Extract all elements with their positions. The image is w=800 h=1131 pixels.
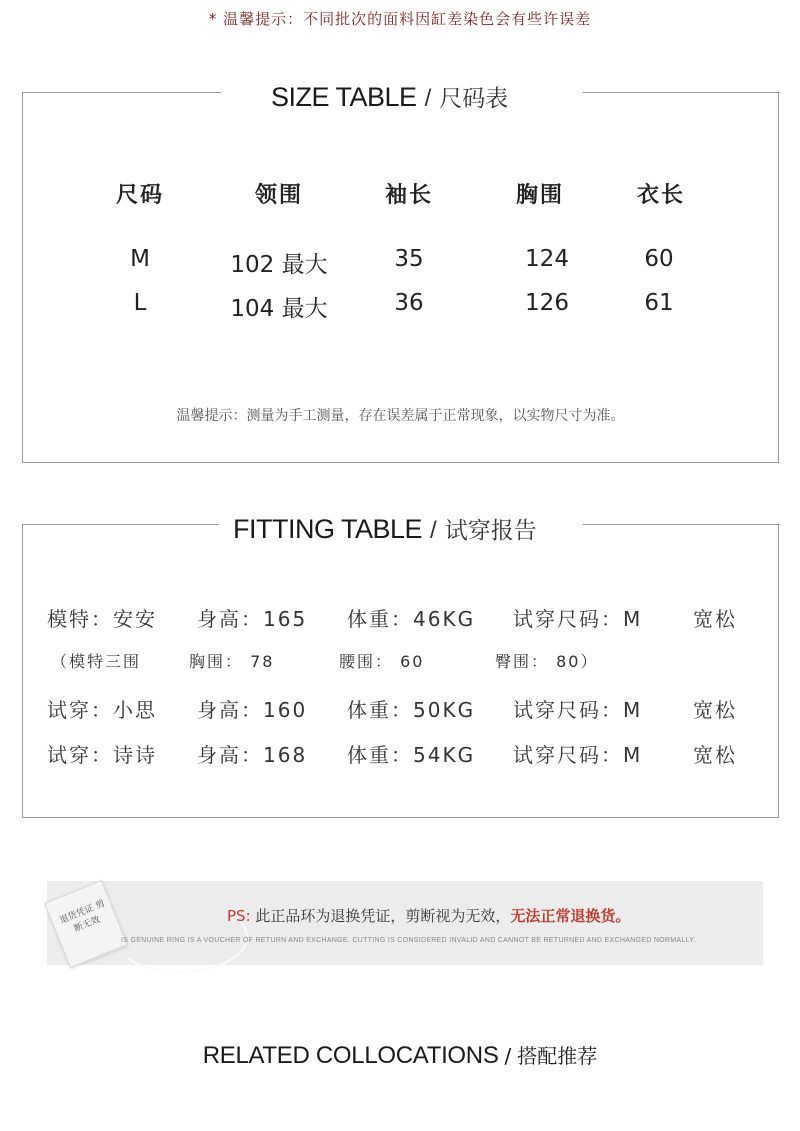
size-cell: 35 — [394, 246, 424, 272]
fit-bust: 胸围： 78 — [189, 652, 275, 671]
fit-weight: 体重：54KG — [347, 743, 476, 767]
fit-size: 试穿尺码：M — [513, 743, 643, 767]
return-tag-icon — [44, 880, 128, 968]
ps-warning: 无法正常退换货。 — [510, 907, 631, 925]
size-table-title-cn: 尺码表 — [439, 86, 509, 112]
fit-size: 试穿尺码：M — [513, 698, 643, 722]
size-table-box — [22, 82, 779, 463]
size-cell: 124 — [525, 246, 569, 272]
size-table-title-en: SIZE TABLE — [271, 82, 417, 112]
fit-model: 模特：安安 — [47, 607, 157, 631]
size-cell: 126 — [525, 290, 569, 316]
fit-weight: 体重：46KG — [347, 607, 476, 631]
size-header-size: 尺码 — [115, 183, 164, 208]
size-header-sleeve: 袖长 — [384, 183, 433, 208]
fit-height: 身高：165 — [197, 607, 308, 631]
related-title-en: RELATED COLLOCATIONS — [202, 1042, 499, 1069]
size-header-chest: 胸围 — [515, 183, 564, 208]
title-separator: / — [504, 1044, 512, 1068]
fit-model: 试穿：小思 — [47, 698, 157, 722]
related-title-cn: 搭配推荐 — [517, 1044, 598, 1068]
fit-weight: 体重：50KG — [347, 698, 476, 722]
tag-text: 退货凭证 剪断无效 — [58, 898, 107, 935]
fit-feel: 宽松 — [693, 607, 737, 631]
fitting-table-box — [22, 514, 779, 818]
ps-text: 此正品环为退换凭证，剪断视为无效， — [255, 907, 511, 925]
size-cell: M — [130, 246, 150, 272]
fit-hip: 臀围： 80） — [495, 652, 599, 671]
size-header-neck: 领围 — [254, 183, 303, 208]
fitting-table-title-cn: 试穿报告 — [444, 518, 537, 544]
title-separator: / — [430, 517, 437, 544]
size-cell: 36 — [394, 290, 424, 316]
ps-english: IS GENUINE RING IS A VOUCHER OF RETURN AND EXCHANGE. CUTTING IS CONSIDERED INVALID AND CANNOT BE RETURNED AND EXCHANGED NORMALLY. — [121, 937, 696, 944]
fit-model: 试穿：诗诗 — [47, 743, 157, 767]
size-cell: 104 最大 — [230, 296, 328, 322]
ps-label: PS: — [227, 907, 251, 925]
related-title — [0, 1040, 800, 1070]
fit-feel: 宽松 — [693, 743, 737, 767]
ps-banner — [47, 881, 763, 965]
title-rule-left — [22, 524, 219, 525]
ps-line — [227, 905, 630, 926]
fit-feel: 宽松 — [693, 698, 737, 722]
title-rule-right — [583, 92, 780, 93]
size-cell: 60 — [644, 246, 674, 272]
fitting-table-title-en: FITTING TABLE — [233, 514, 423, 544]
fit-measure-label: （模特三围 — [51, 652, 142, 671]
title-separator: / — [424, 85, 432, 112]
title-rule-left — [22, 92, 221, 93]
fit-height: 身高：168 — [197, 743, 308, 767]
fitting-table-title — [233, 512, 537, 545]
size-cell: 61 — [644, 290, 674, 316]
size-header-length: 衣长 — [636, 183, 685, 208]
size-table-title — [271, 80, 508, 113]
size-cell: 102 最大 — [230, 252, 328, 278]
fit-height: 身高：160 — [197, 698, 308, 722]
top-notice: * 温馨提示：不同批次的面料因缸差染色会有些许误差 — [208, 10, 592, 28]
fit-size: 试穿尺码：M — [513, 607, 643, 631]
fit-waist: 腰围： 60 — [339, 652, 425, 671]
size-note: 温馨提示：测量为手工测量，存在误差属于正常现象，以实物尺寸为准。 — [176, 408, 625, 424]
title-rule-right — [583, 524, 780, 525]
size-cell: L — [133, 290, 147, 316]
